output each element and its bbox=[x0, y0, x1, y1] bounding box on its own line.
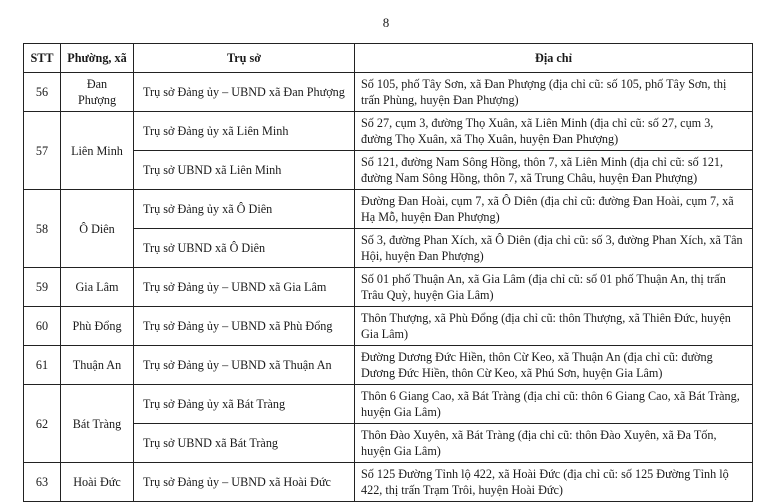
table-row bbox=[24, 307, 753, 346]
row-office: Trụ sở Đảng ủy – UBND xã Đan Phượng bbox=[134, 73, 355, 112]
row-address: Đường Dương Đức Hiền, thôn Cừ Keo, xã Thuận An (địa chỉ cũ: đường Dương Đức Hiền, thôn Cừ Keo, xã Phú Sơn, huyện Gia Lâm) bbox=[355, 346, 753, 385]
row-address: Số 27, cụm 3, đường Thọ Xuân, xã Liên Minh (địa chỉ cũ: số 27, cụm 3, đường Thọ Xuân, xã Thọ Xuân, huyện Đan Phượng) bbox=[355, 112, 753, 151]
row-stt: 63 bbox=[24, 463, 61, 502]
row-address: Thôn Đào Xuyên, xã Bát Tràng (địa chỉ cũ: thôn Đào Xuyên, xã Đa Tốn, huyện Gia Lâm) bbox=[355, 424, 753, 463]
table-row bbox=[24, 112, 753, 151]
table-row bbox=[24, 385, 753, 424]
row-address: Thôn Thượng, xã Phù Đổng (địa chỉ cũ: thôn Thượng, xã Thiên Đức, huyện Gia Lâm) bbox=[355, 307, 753, 346]
row-office: Trụ sở UBND xã Ô Diên bbox=[134, 229, 355, 268]
row-office: Trụ sở Đảng ủy xã Bát Tràng bbox=[134, 385, 355, 424]
row-stt: 61 bbox=[24, 346, 61, 385]
table-header-row bbox=[24, 44, 753, 73]
row-office: Trụ sở Đảng ủy xã Liên Minh bbox=[134, 112, 355, 151]
header-address: Địa chỉ bbox=[355, 44, 753, 73]
row-address: Số 105, phố Tây Sơn, xã Đan Phượng (địa chỉ cũ: số 105, phố Tây Sơn, thị trấn Phùng, huyện Đan Phượng) bbox=[355, 73, 753, 112]
row-stt: 57 bbox=[24, 112, 61, 190]
row-stt: 58 bbox=[24, 190, 61, 268]
row-office: Trụ sở Đảng ủy – UBND xã Phù Đổng bbox=[134, 307, 355, 346]
row-address: Thôn 6 Giang Cao, xã Bát Tràng (địa chỉ cũ: thôn 6 Giang Cao, xã Bát Tràng, huyện Gia Lâm) bbox=[355, 385, 753, 424]
row-ward: Đan Phượng bbox=[61, 73, 134, 112]
header-ward: Phường, xã bbox=[61, 44, 134, 73]
row-address: Số 121, đường Nam Sông Hồng, thôn 7, xã Liên Minh (địa chỉ cũ: số 121, đường Nam Sông Hồng, thôn 7, xã Trung Châu, huyện Đan Phượng) bbox=[355, 151, 753, 190]
row-ward: Ô Diên bbox=[61, 190, 134, 268]
row-office: Trụ sở UBND xã Liên Minh bbox=[134, 151, 355, 190]
row-address: Đường Đan Hoài, cụm 7, xã Ô Diên (địa chỉ cũ: đường Đan Hoài, cụm 7, xã Hạ Mỗ, huyện Đan Phượng) bbox=[355, 190, 753, 229]
table-row bbox=[24, 463, 753, 502]
row-address: Số 125 Đường Tỉnh lộ 422, xã Hoài Đức (địa chỉ cũ: số 125 Đường Tỉnh lộ 422, thị trấn Trạm Trôi, huyện Hoài Đức) bbox=[355, 463, 753, 502]
row-ward: Thuận An bbox=[61, 346, 134, 385]
table-row bbox=[24, 151, 753, 190]
row-stt: 56 bbox=[24, 73, 61, 112]
row-ward: Liên Minh bbox=[61, 112, 134, 190]
row-office: Trụ sở Đảng ủy – UBND xã Thuận An bbox=[134, 346, 355, 385]
table-row bbox=[24, 424, 753, 463]
row-address: Số 3, đường Phan Xích, xã Ô Diên (địa chỉ cũ: số 3, đường Phan Xích, xã Tân Hội, huyện Đan Phượng) bbox=[355, 229, 753, 268]
row-ward: Gia Lâm bbox=[61, 268, 134, 307]
row-ward: Hoài Đức bbox=[61, 463, 134, 502]
row-stt: 62 bbox=[24, 385, 61, 463]
table-row bbox=[24, 190, 753, 229]
header-office: Trụ sở bbox=[134, 44, 355, 73]
row-office: Trụ sở Đảng ủy – UBND xã Hoài Đức bbox=[134, 463, 355, 502]
row-stt: 60 bbox=[24, 307, 61, 346]
row-address: Số 01 phố Thuận An, xã Gia Lâm (địa chỉ cũ: số 01 phố Thuận An, thị trấn Trâu Quỳ, huyện Gia Lâm) bbox=[355, 268, 753, 307]
row-ward: Phù Đổng bbox=[61, 307, 134, 346]
table-row bbox=[24, 346, 753, 385]
page-number: 8 bbox=[382, 15, 390, 30]
table-row bbox=[24, 268, 753, 307]
office-address-table bbox=[23, 43, 753, 502]
header-stt: STT bbox=[24, 44, 61, 73]
table-row bbox=[24, 73, 753, 112]
table-row bbox=[24, 229, 753, 268]
row-stt: 59 bbox=[24, 268, 61, 307]
row-ward: Bát Tràng bbox=[61, 385, 134, 463]
row-office: Trụ sở Đảng ủy xã Ô Diên bbox=[134, 190, 355, 229]
row-office: Trụ sở Đảng ủy – UBND xã Gia Lâm bbox=[134, 268, 355, 307]
row-office: Trụ sở UBND xã Bát Tràng bbox=[134, 424, 355, 463]
